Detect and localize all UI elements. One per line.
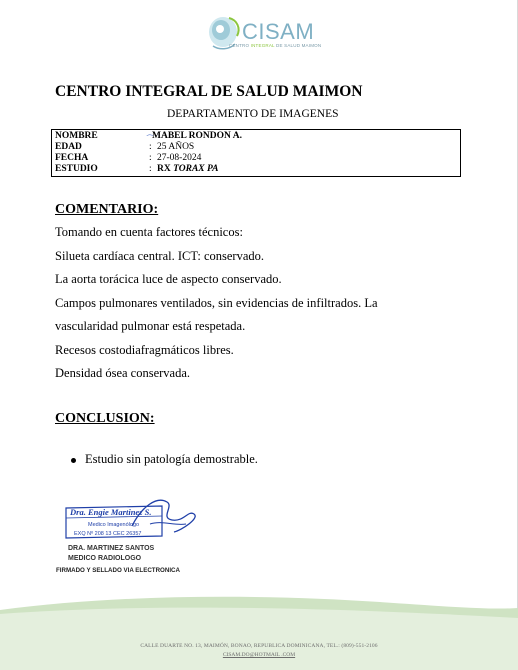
info-value-nombre: MABEL RONDON A. [152, 131, 242, 141]
info-value-estudio: RX TORAX PA [157, 164, 219, 174]
document-title: CENTRO INTEGRAL DE SALUD MAIMON [55, 83, 363, 100]
info-value-edad: 25 AÑOS [157, 142, 195, 152]
stamp-title: Medico Imagenólogo [88, 522, 140, 528]
footer-email-link[interactable]: CISAM.DO@HOTMAIL .COM [222, 652, 296, 658]
info-label-estudio: ESTUDIO [55, 164, 98, 174]
comentario-line: Tomando en cuenta factores técnicos: [55, 225, 243, 239]
info-label-nombre: NOMBRE [55, 131, 98, 141]
signature-note: FIRMADO Y SELLADO VIA ELECTRONICA [56, 567, 180, 574]
footer-email [0, 652, 518, 658]
patient-info-box: NOMBRE ⁔ MABEL RONDON A. EDAD : 25 AÑOS FECHA : 27-08-2024 ESTUDIO : RX TORAX PA [51, 129, 461, 177]
info-label-edad: EDAD [55, 142, 82, 152]
footer-address: CALLE DUARTE NO. 13, MAIMÓN, BONAO, REPUBLICA DOMINICANA, TEL.: (809)-551-2106 [140, 643, 378, 649]
stamp-name: Dra. Engie Martinez S. [70, 507, 152, 517]
edit-mark-icon: ⁔ [147, 128, 153, 136]
comentario-line: Densidad ósea conservada. [55, 366, 191, 380]
comentario-line: vascularidad pulmonar está respetada. [55, 319, 246, 333]
conclusion-heading: CONCLUSION: [55, 411, 155, 426]
comentario-heading: COMENTARIO: [55, 202, 159, 217]
logo-subtitle: CENTRO INTEGRAL DE SALUD MAIMON [229, 43, 322, 48]
signature-name: DRA. MARTINEZ SANTOS [68, 545, 155, 552]
cisam-logo [207, 10, 327, 56]
bullet-icon [71, 458, 76, 463]
stamp-exq: EXQ Nº 208 13 CEC 26357 [74, 531, 142, 537]
info-value-fecha: 27-08-2024 [157, 153, 202, 163]
footer-wave [0, 596, 518, 670]
conclusion-item: Estudio sin patología demostrable. [85, 452, 258, 466]
doctor-stamp [62, 496, 202, 546]
comentario-line: La aorta torácica luce de aspecto conservado. [55, 272, 282, 286]
signature-title: MEDICO RADIOLOGO [68, 555, 142, 562]
logo-name: CISAM [242, 19, 315, 44]
comentario-line: Recesos costodiafragmáticos libres. [55, 343, 234, 357]
comentario-line: Silueta cardíaca central. ICT: conservado. [55, 249, 265, 263]
info-label-fecha: FECHA [55, 153, 89, 163]
department-title: DEPARTAMENTO DE IMAGENES [167, 108, 339, 120]
comentario-line: Campos pulmonares ventilados, sin evidencias de infiltrados. La [55, 296, 378, 310]
